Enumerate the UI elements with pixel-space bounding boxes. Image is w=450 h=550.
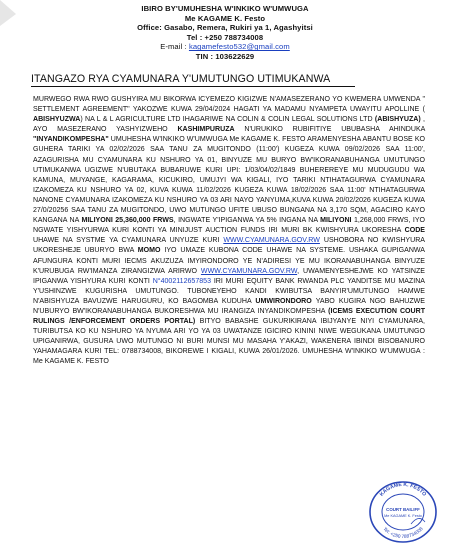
title-underline — [31, 86, 355, 87]
stamp-top-text: KAGAME K. FESTO — [378, 481, 428, 498]
letterhead-tel: Tel : +250 788734008 — [186, 32, 264, 42]
body-text: 1,268,000 FRWS, IYO NGWATE YISHYURWA KURI KONTI YA MINIJUST AUCTION FUNDS IRI MURI BK KWISHYURA UKORESHA — [33, 217, 427, 235]
body-text: , INGWATE Y'IPIGANWA YA 5% INGANA NA — [173, 217, 321, 225]
website-link[interactable]: WWW.CYAMUNARA.GOV.RW — [200, 267, 298, 275]
letterhead-name: Me KAGAME K. Festo — [184, 13, 266, 23]
account-number: N°4002112657853 — [152, 277, 212, 285]
body-emphasis: CODE — [404, 227, 425, 235]
body-emphasis: MILIYONI 25,360,000 FRWS — [81, 217, 174, 225]
letterhead-office: Office: Gasabo, Remera, Rukiri ya 1, Agashyitsi — [137, 23, 313, 33]
stamp-bottom-text: Tel: +250 788734008 — [381, 526, 425, 541]
body-emphasis: (ICEMS EXECUTION COURT RULINGS /ENFORCEMENT ORDERS PORTAL) — [33, 307, 427, 326]
body-text: BITYO BABASHE GUKURIKIRANA IBIJYANYE NIYI CYAMUNARA, TURIBUTSA KO KU NSHURO YA NYUMA ARI YO YA 03 UWATANZE IGICIRO KININI NIWE WEGUKANA UMUTUNGO UPIGANIRWA, GUSURA UWO MUTUNGO NI BURI MUNSI MU MASAHA Y'AKAZI, WAKENERA IBINDI BISOBANURO YAHAMAGARA KURI TEL: 0788734008, BIKOREWE I KIGALI, KUWA 26/01/2026. UMUHESHA W'INKIKO W'UMWUGA : Me KAGAME K. FESTO — [33, 318, 427, 366]
notice-title: ITANGAZO RYA CYAMUNARA Y'UMUTUNGO UTIMUKANWA — [31, 73, 331, 85]
body-emphasis: UMWIRONDORO — [255, 297, 312, 305]
body-emphasis: "INYANDIKOMPESHA" — [33, 136, 109, 144]
stamp-center-line2: Me KAGAME K. Festo — [384, 514, 422, 518]
body-text: YABO KUGIRA NGO BAHUZWE N'UBURYO BW'IKORANABUHANGA BUKORESHWA MU IRANGIZA INYANDIKOMPESHA — [33, 297, 427, 315]
letterhead-tin: TIN : 103622629 — [195, 51, 255, 61]
body-emphasis: KASHIMPURUZA — [177, 126, 235, 134]
body-text: N'URUKIKO RUBIFITIYE UBUBASHA AHINDUKA — [234, 126, 427, 134]
email-link[interactable]: kagamefesto532@gmail.com — [188, 42, 290, 52]
body-text: , AYO MASEZERANO YASHYIZWEHO — [33, 116, 427, 134]
letterhead-org: IBIRO BY'UMUHESHA W'INKIKO W'UMWUGA — [141, 4, 309, 13]
body-text: IRI MURI EQUITY BANK RWANDA PLC YANDITSE MU MAZINA Y'USHINZWE KUGURISHA UMUTUNGO. TUBONEYEHO KANDI KWIBUTSA BANYIR'UMUTUNGO HAMWE N'ABISHYUZA BAVUZWE HARUGURU, KO BAGOMBA KUDUHA — [33, 277, 427, 305]
body-text: IYO UMAZE KUBONA CODE UHAWE NA SYSTEME. USHAKA GUPIGANWA AFUNGURA KONTI MURI IECMS AKUZUZA IMYIRONDORO YE N'ADIRESI YE MU IKORANABUHANGA BINYUZE K'URUBUGA RW'IMANZA ZIRANGIZWA ARIRWO — [33, 247, 427, 275]
website-link[interactable]: WWW.CYAMUNARA.GOV.RW — [223, 237, 320, 245]
letterhead — [0, 4, 450, 62]
svg-text:KAGAME K. FESTO — [379, 482, 427, 498]
letterhead-email — [0, 42, 450, 52]
body-emphasis: MILIYONI — [320, 217, 352, 225]
body-emphasis: (ABISHYUZA) — [374, 116, 421, 124]
body-text: , UWAMENYESHEJWE KO YATSINZE IPIGANWA YISHYURA KURI KONTI — [33, 267, 427, 285]
body-text: ) NA L & L AGRICULTURE LTD IHAGARIWE NA COLIN & COLIN LEGAL SOLUTIONS LTD — [80, 116, 375, 124]
body-emphasis: MOMO — [137, 247, 161, 255]
body-text: USHOBORA NO KWISHYURA UKORESHEJE UBURYO BWA — [33, 237, 427, 255]
official-stamp — [367, 478, 439, 544]
body-text: MURWEGO RWA RWO GUSHYIRA MU BIKORWA ICYEMEZO KIGIZWE N'AMASEZERANO YO KWEMERA UMWENDA " SETTLEMENT AGREEMENT" YAKOZWE KUWA 29/04/2024 HAGATI YA MADAMU NYAMPETA UWAYITU APOLLINE ( — [33, 96, 427, 114]
body-text: UHAWE NA SYSTME YA CYAMUNARA UNYUZE KURI — [33, 227, 427, 245]
body-emphasis: ABISHYUZWA — [33, 116, 81, 124]
email-label: E-mail : — [160, 42, 189, 52]
stamp-center-line1: COURT BAILIFF — [386, 507, 420, 512]
body-text: UMUHESHA W'INKIKO W'UMWUGA Me KAGAME K. FESTO ARAMENYESHA ABANTU BOSE KO GUHERA TARIKI YA 02/02/2026 SAA TANU ZA MUGITONDO (11:00') KUGEZA KUWA 09/02/2026 SAA 11:00', AZAGURISHA MU CYAMUNARA KU NSHURO YA 01, BINYUZE MU BURYO BW'IKORANABUHANGA UMUTUNGO UTIMUKANWA UGIZWE N'UBUTAKA BUBARUWE KURI UPI: 1/03/04/02/1849 BUHEREREYE MU MUDUGUDU WA KAMUNA, MUYANGE, KAGARAMA, KICUKIRO, UMUJYI WA KIGALI, IYO TARIKI NTIHATAGURWA CYAMUNARA IZAKOMEZA KU NSHURO YA 02, KUVA KUWA 11/02/2026 KUGEZA KUWA 18/02/2026 SAA 11:00' NTIHATAGURWA NANONE CYAMUNARA IZAKOMEZA KU NSHURO YA 03 ARI NAYO YANYUMA,KUVA KUWA 20/02/2026 KUGEZA KUWA 27/0/20256 SAA TANU ZA MUGITONDO, UWO MUTUNGO UFITE UBUSO BUNGANA NA 3,170 SQM, AGACIRO KAYO KANGANA NA — [33, 136, 427, 225]
notice-body — [33, 95, 425, 368]
